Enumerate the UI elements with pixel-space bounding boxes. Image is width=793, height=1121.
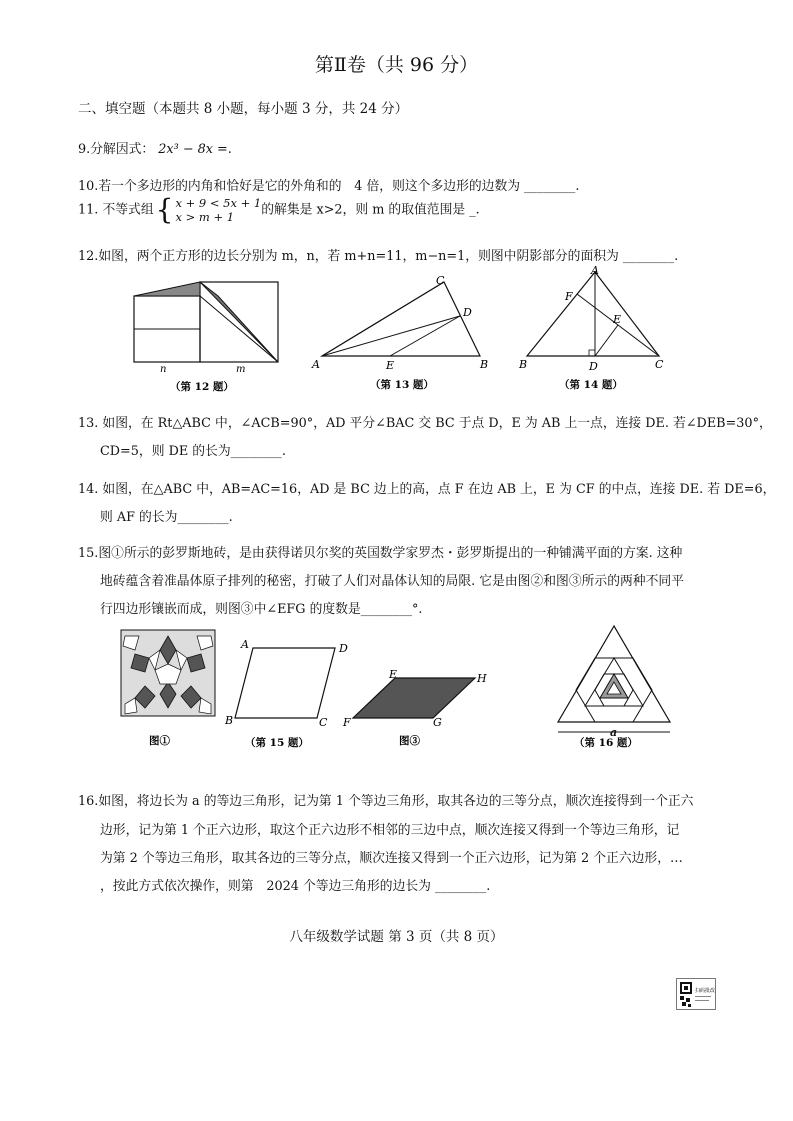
q11-pre: 不等式组 <box>102 202 154 218</box>
triangle-abc <box>322 282 480 356</box>
penrose-tiling <box>121 630 215 716</box>
qr-code-icon <box>677 979 715 1009</box>
fig14-caption: （第 14 题） <box>559 379 623 391</box>
label-a: A <box>312 358 320 371</box>
question-15-line-3: 行四边形镶嵌而成，则图③中∠EFG 的度数是________°. <box>100 602 423 617</box>
label-a: a <box>610 726 618 739</box>
parallelogram-abcd <box>235 648 335 718</box>
qr-code[interactable] <box>676 978 716 1010</box>
question-14-line-2: 则 AF 的长为________. <box>100 510 233 525</box>
segment-ac <box>322 282 444 356</box>
segment-de <box>595 325 618 356</box>
segment-de <box>390 316 460 356</box>
label-a: A <box>241 638 249 651</box>
question-12: 12.如图，两个正方形的边长分别为 m，n，若 m+n=11，m−n=1，则图中阴影部分的面积为 ________. <box>78 249 679 264</box>
question-14-line-1: 14. 如图，在△ABC 中，AB=AC=16，AD 是 BC 边上的高，点 F 在边 AB 上，E 为 CF 的中点，连接 DE. 若 DE=6， <box>78 482 776 497</box>
question-15-line-2: 地砖蕴含着准晶体原子排列的秘密，打破了人们对晶体认知的局限. 它是由图②和图③所示的两种不同平 <box>100 574 684 589</box>
label-a: A <box>591 266 599 277</box>
question-10: 10.若一个多边形的内角和恰好是它的外角和的 4 倍，则这个多边形的边数为 ________. <box>78 179 580 194</box>
q9-number: 9. <box>78 142 91 157</box>
label-e: E <box>389 668 398 681</box>
question-16-line-2: 边形，记为第 1 个正六边形，取这个正六边形不相邻的三边中点，顺次连接又得到一个等边三角形，记 <box>100 823 680 838</box>
label-b: B <box>519 358 528 371</box>
fig15-caption: （第 15 题） <box>245 737 309 749</box>
label-f: F <box>343 716 351 729</box>
section-heading: 二、填空题（本题共 8 小题，每小题 3 分，共 24 分） <box>78 101 409 117</box>
label-b: B <box>225 714 234 727</box>
label-e: E <box>386 359 395 372</box>
shaded-region-left <box>134 282 200 296</box>
fig1-label: 图① <box>149 735 170 747</box>
page-title: 第Ⅱ卷（共 96 分） <box>314 54 479 76</box>
label-c: C <box>655 358 664 371</box>
qr-caption: 扫码批改 <box>695 988 715 994</box>
label-n: n <box>160 364 167 375</box>
parallelogram-efgh <box>353 678 475 718</box>
question-15-line-1: 15.图①所示的彭罗斯地砖，是由获得诺贝尔奖的英国数学家罗杰・彭罗斯提出的一种铺满平面的方案. 这种 <box>78 546 683 561</box>
label-c: C <box>319 716 328 729</box>
question-13-line-1: 13. 如图，在 Rt△ABC 中，∠ACB=90°，AD 平分∠BAC 交 BC 于点 D，E 为 AB 上一点，连接 DE. 若∠DEB=30°， <box>78 416 772 431</box>
q11-post: 的解集是 x>2，则 m 的取值范围是 _. <box>261 202 480 218</box>
label-d: D <box>339 642 348 655</box>
label-e: E <box>613 313 622 326</box>
question-16-line-3: 为第 2 个等边三角形，取其各边的三等分点，顺次连接又得到一个正六边形，记为第 2 个正六边形，… <box>100 851 683 866</box>
label-d: D <box>463 306 472 319</box>
figure-14 <box>515 266 675 396</box>
question-9 <box>78 140 232 160</box>
q9-expression: 2x³ − 8x = <box>158 142 228 157</box>
inequality-2: x > m + 1 <box>175 210 235 224</box>
q11-number: 11. <box>78 202 99 218</box>
label-m: m <box>236 364 246 375</box>
label-b: B <box>480 358 489 371</box>
figure-12 <box>130 276 280 396</box>
question-11 <box>78 193 480 226</box>
page-footer: 八年级数学试题 第 3 页（共 8 页） <box>289 929 504 945</box>
label-g: G <box>433 716 442 729</box>
label-h: H <box>477 672 487 685</box>
figure-16 <box>548 622 688 748</box>
label-c: C <box>436 274 445 287</box>
question-13-line-2: CD=5，则 DE 的长为________. <box>100 444 286 459</box>
left-brace-icon: { <box>155 193 174 226</box>
diagonal-line <box>200 296 278 362</box>
fig12-caption: （第 12 题） <box>170 381 234 393</box>
label-d: D <box>589 360 598 373</box>
triangle-abc <box>527 272 659 356</box>
q9-tail: . <box>227 142 232 157</box>
inequality-system <box>175 196 261 224</box>
right-angle-mark <box>589 350 595 356</box>
fig16-caption: （第 16 题） <box>574 737 638 748</box>
fig3-label: 图③ <box>399 735 420 747</box>
figure-15 <box>115 628 525 768</box>
question-16-line-4: ，按此方式依次操作，则第 2024 个等边三角形的边长为 ________. <box>100 879 491 894</box>
label-f: F <box>565 290 573 303</box>
segment-ad <box>322 316 460 356</box>
fig13-caption: （第 13 题） <box>370 379 434 391</box>
shaded-region-right <box>200 282 278 362</box>
inequality-1: x + 9 < 5x + 1 <box>175 196 262 210</box>
figure-13 <box>300 270 500 396</box>
question-16-line-1: 16.如图，将边长为 a 的等边三角形，记为第 1 个等边三角形，取其各边的三等分点，顺次连接得到一个正六 <box>78 794 694 809</box>
q9-text: 分解因式： <box>90 142 155 157</box>
